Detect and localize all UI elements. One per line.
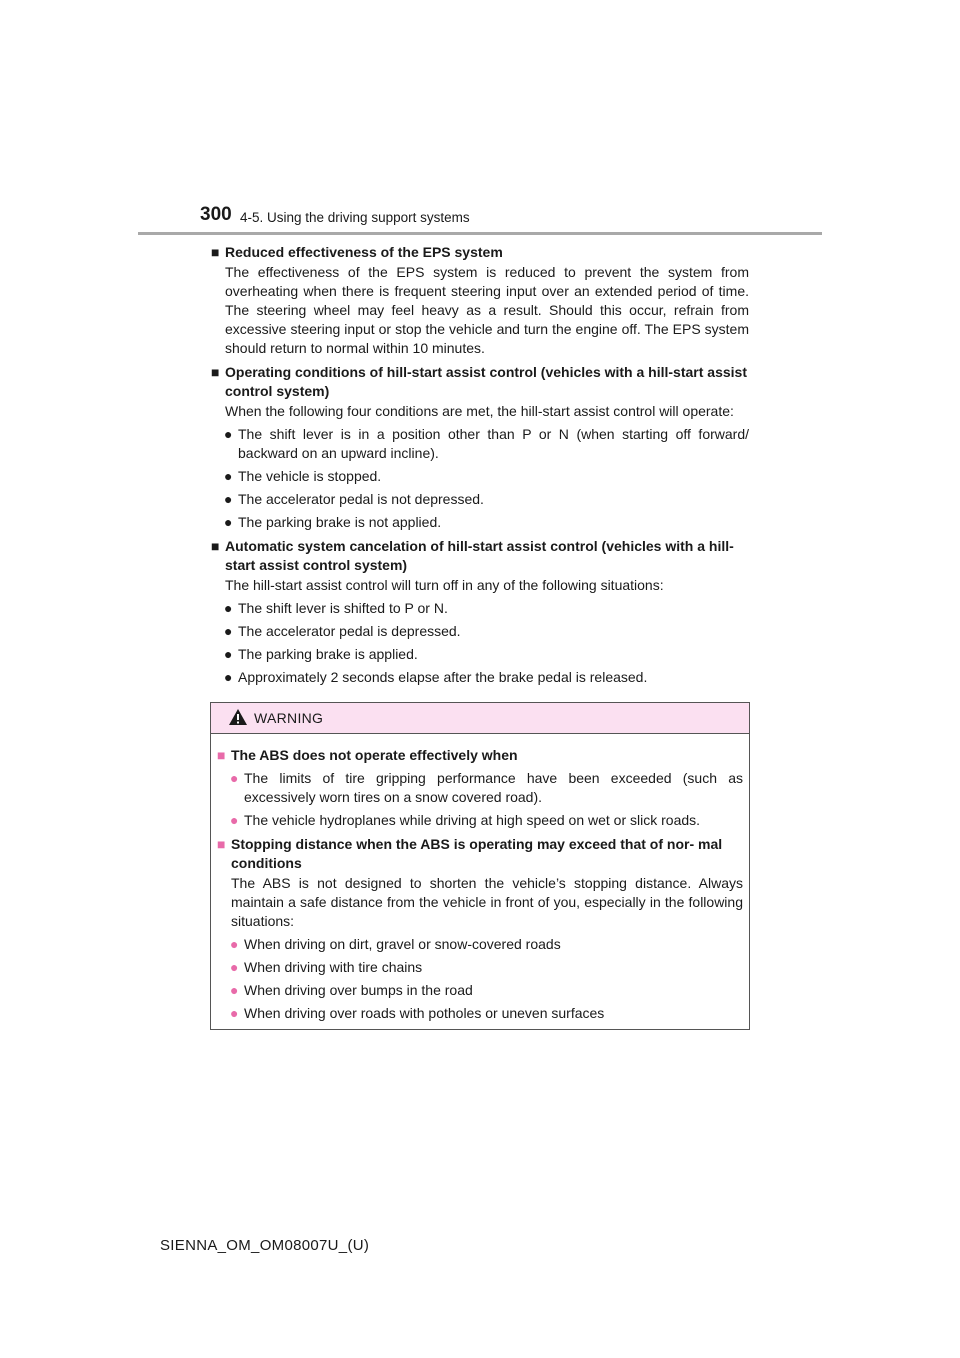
- square-bullet-icon: ■: [217, 747, 226, 763]
- header-rule: [138, 232, 822, 235]
- bullet-dot-icon: ●: [224, 646, 233, 662]
- section-title: [211, 537, 749, 575]
- bullet-text: When driving on dirt, gravel or snow-covered roads: [244, 936, 561, 952]
- warning-box: [210, 702, 750, 1030]
- warning-triangle-icon: [228, 708, 248, 726]
- bullet-item: [211, 513, 749, 532]
- bullet-dot-icon: ●: [224, 669, 233, 685]
- section: [217, 746, 743, 830]
- paragraph: The ABS is not designed to shorten the vehicle’s stopping distance. Always maintain a safe distance from the vehicle in front of you, especially in the following situations:: [231, 875, 743, 929]
- bullet-dot-icon: ●: [230, 1005, 239, 1021]
- warning-body: [211, 734, 749, 1023]
- bullet-dot-icon: ●: [230, 936, 239, 952]
- section-title-text: Reduced effectiveness of the EPS system: [225, 244, 503, 260]
- bullet-dot-icon: ●: [224, 491, 233, 507]
- paragraph: When the following four conditions are met, the hill-start assist control will operate:: [225, 403, 734, 419]
- bullet-text: The vehicle hydroplanes while driving at high speed on wet or slick roads.: [244, 812, 701, 828]
- bullet-dot-icon: ●: [230, 982, 239, 998]
- section: [211, 363, 749, 532]
- bullet-item: [211, 622, 749, 641]
- section-title: [211, 243, 749, 262]
- bullet-text: The accelerator pedal is depressed.: [238, 623, 461, 639]
- bullet-text: The shift lever is shifted to P or N.: [238, 600, 448, 616]
- bullet-item: [211, 490, 749, 509]
- square-bullet-icon: ■: [217, 836, 226, 852]
- paragraph: The hill-start assist control will turn off in any of the following situations:: [225, 577, 664, 593]
- section-title: [217, 746, 743, 765]
- bullet-text: The limits of tire gripping performance have been exceeded (such as excessively worn tires on a snow covered road).: [244, 770, 743, 805]
- square-bullet-icon: ■: [211, 364, 220, 380]
- page-number: 300: [200, 204, 232, 225]
- bullet-item: [217, 1004, 743, 1023]
- section: [217, 835, 743, 1023]
- bullet-item: [217, 811, 743, 830]
- bullet-dot-icon: ●: [230, 770, 239, 786]
- bullet-text: The accelerator pedal is not depressed.: [238, 491, 484, 507]
- chapter-title: 4-5. Using the driving support systems: [240, 210, 470, 225]
- bullet-text: The parking brake is not applied.: [238, 514, 442, 530]
- paragraph: The effectiveness of the EPS system is reduced to prevent the system from overheating when there is frequent steering input over an extended period of time. The steering wheel may feel heavy as a result. Should this occur, refrain from excessive steering input or stop the vehicle and turn the engine off. The EPS system should return to normal within 10 minutes.: [225, 264, 749, 356]
- section-title-text: Stopping distance when the ABS is operating may exceed that of nor- mal conditions: [231, 836, 723, 871]
- bullet-text: The vehicle is stopped.: [238, 468, 382, 484]
- bullet-item: [217, 958, 743, 977]
- square-bullet-icon: ■: [211, 244, 220, 260]
- bullet-item: [217, 935, 743, 954]
- section-title: [217, 835, 743, 873]
- section: [211, 243, 749, 358]
- document-code: SIENNA_OM_OM08007U_(U): [160, 1237, 370, 1254]
- bullet-item: [217, 981, 743, 1000]
- warning-label: WARNING: [254, 710, 324, 726]
- bullet-item: [211, 668, 749, 687]
- square-bullet-icon: ■: [211, 538, 220, 554]
- bullet-dot-icon: ●: [224, 514, 233, 530]
- section-title-text: Operating conditions of hill-start assist control (vehicles with a hill-start assist control system): [225, 364, 747, 399]
- bullet-dot-icon: ●: [230, 959, 239, 975]
- bullet-text: When driving over bumps in the road: [244, 982, 473, 998]
- bullet-text: The shift lever is in a position other than P or N (when starting off forward/ backward on an upward incline).: [238, 426, 749, 461]
- bullet-text: Approximately 2 seconds elapse after the brake pedal is released.: [238, 669, 648, 685]
- bullet-text: When driving with tire chains: [244, 959, 423, 975]
- bullet-item: [217, 769, 743, 807]
- bullet-item: [211, 599, 749, 618]
- bullet-dot-icon: ●: [224, 600, 233, 616]
- bullet-dot-icon: ●: [224, 623, 233, 639]
- bullet-item: [211, 645, 749, 664]
- main-content: [211, 243, 749, 692]
- bullet-text: When driving over roads with potholes or uneven surfaces: [244, 1005, 605, 1021]
- bullet-dot-icon: ●: [230, 812, 239, 828]
- section-title: [211, 363, 749, 401]
- section-title-text: The ABS does not operate effectively when: [231, 747, 518, 763]
- bullet-dot-icon: ●: [224, 468, 233, 484]
- bullet-dot-icon: ●: [224, 426, 233, 442]
- warning-header: [211, 703, 749, 734]
- bullet-text: The parking brake is applied.: [238, 646, 418, 662]
- section: [211, 537, 749, 687]
- section-title-text: Automatic system cancelation of hill-start assist control (vehicles with a hill-start assist control system): [225, 538, 734, 573]
- bullet-item: [211, 425, 749, 463]
- bullet-item: [211, 467, 749, 486]
